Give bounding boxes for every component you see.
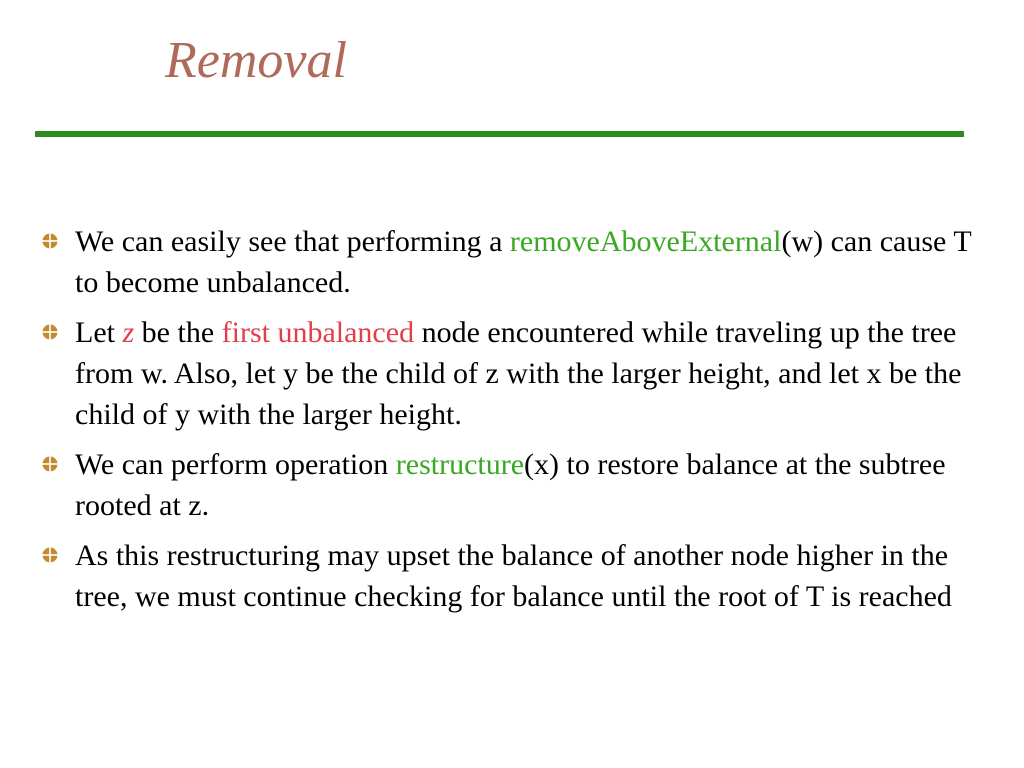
sun-disc-bullet-icon (42, 456, 58, 472)
bullet-list (0, 221, 1024, 626)
sun-disc-bullet-icon (42, 233, 58, 249)
bullet-4-text-1: As this restructuring may upset the balance of another node higher in the tree, we must continue checking for balance until the root of T is reached (75, 539, 952, 613)
bullet-3-text-2: (x) to restore balance at the subtree rooted at z. (75, 448, 946, 522)
bullet-2-text-2: be the (134, 316, 222, 349)
bullet-1-text-1: We can easily see that performing a (75, 225, 510, 258)
restructure-term: restructure (395, 448, 525, 481)
sun-disc-bullet-icon (42, 547, 58, 563)
bullet-item-4 (0, 535, 1024, 617)
removeaboveexternal-term: removeAboveExternal (509, 225, 782, 258)
title-underline-rule (35, 131, 964, 137)
bullet-item-3 (0, 444, 1024, 526)
bullet-1-text-2: (w) can cause T to become unbalanced. (75, 225, 972, 299)
bullet-item-2 (0, 312, 1024, 435)
bullet-2-text-1: Let (75, 316, 123, 349)
first-unbalanced-term: first unbalanced (221, 316, 415, 349)
slide-title: Removal (165, 32, 347, 89)
bullet-item-1 (0, 221, 1024, 303)
bullet-2-text-3: node encountered while traveling up the tree from w. Also, let y be the child of z with the larger height, and let x be the child of y with the larger height. (75, 316, 962, 431)
variable-z: z (122, 316, 135, 349)
bullet-3-text-1: We can perform operation (75, 448, 396, 481)
sun-disc-bullet-icon (42, 324, 58, 340)
